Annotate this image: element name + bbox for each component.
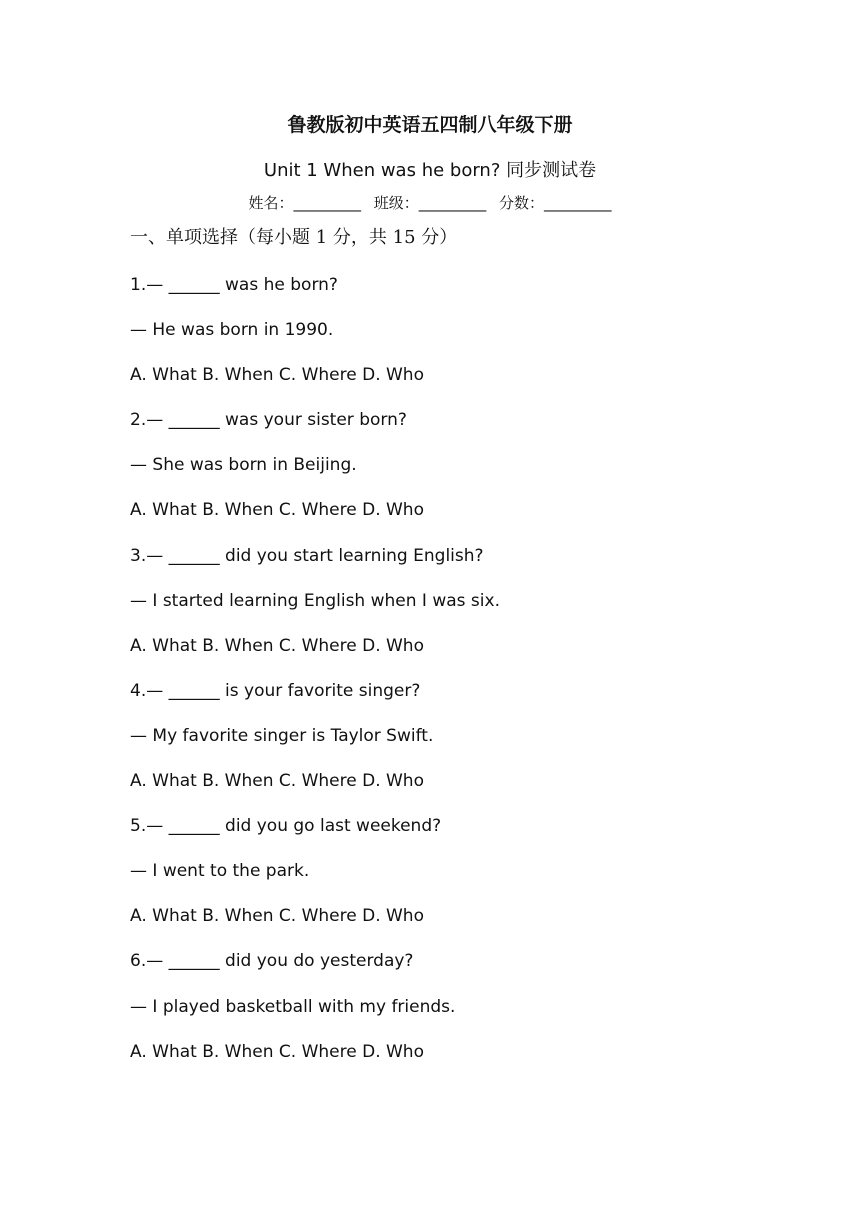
question-5-response: — I went to the park. bbox=[130, 861, 310, 882]
question-1-prompt: 1.— ______ was he born? bbox=[130, 275, 338, 295]
score-label: 分数： bbox=[499, 194, 545, 212]
question-list bbox=[130, 275, 500, 1087]
question-6-prompt: 6.— ______ did you do yesterday? bbox=[130, 951, 414, 972]
question-2-options: A. What B. When C. Where D. Who bbox=[130, 500, 424, 521]
question-2-prompt: 2.— ______ was your sister born? bbox=[130, 410, 407, 431]
score-blank: _________ bbox=[544, 194, 612, 212]
question-2-response: — She was born in Beijing. bbox=[130, 455, 357, 476]
class-field bbox=[374, 194, 491, 212]
question-3-options: A. What B. When C. Where D. Who bbox=[130, 635, 424, 656]
question-5-prompt: 5.— ______ did you go last weekend? bbox=[130, 816, 442, 837]
class-label: 班级： bbox=[373, 194, 419, 212]
question-4-prompt: 4.— ______ is your favorite singer? bbox=[130, 680, 421, 701]
question-4-response: — My favorite singer is Taylor Swift. bbox=[130, 725, 434, 746]
question-1-options: A. What B. When C. Where D. Who bbox=[130, 365, 424, 386]
name-blank: _________ bbox=[293, 194, 361, 212]
question-3-response: — I started learning English when I was six. bbox=[130, 590, 500, 611]
question-6-options: A. What B. When C. Where D. Who bbox=[130, 1041, 424, 1062]
name-field bbox=[248, 194, 365, 212]
question-1-response: — He was born in 1990. bbox=[130, 320, 334, 341]
section-heading: 一、单项选择（每小题 1 分，共 15 分） bbox=[130, 227, 458, 248]
question-5-options: A. What B. When C. Where D. Who bbox=[130, 906, 424, 927]
document-title: 鲁教版初中英语五四制八年级下册 bbox=[287, 114, 573, 136]
name-label: 姓名： bbox=[248, 194, 294, 212]
question-3-prompt: 3.— ______ did you start learning English? bbox=[130, 545, 484, 566]
question-4-options: A. What B. When C. Where D. Who bbox=[130, 771, 424, 792]
document-subtitle: Unit 1 When was he born? 同步测试卷 bbox=[263, 160, 597, 181]
score-field bbox=[499, 194, 612, 212]
student-info-line bbox=[0, 196, 860, 211]
question-6-response: — I played basketball with my friends. bbox=[130, 996, 456, 1017]
class-blank: _________ bbox=[418, 194, 487, 212]
